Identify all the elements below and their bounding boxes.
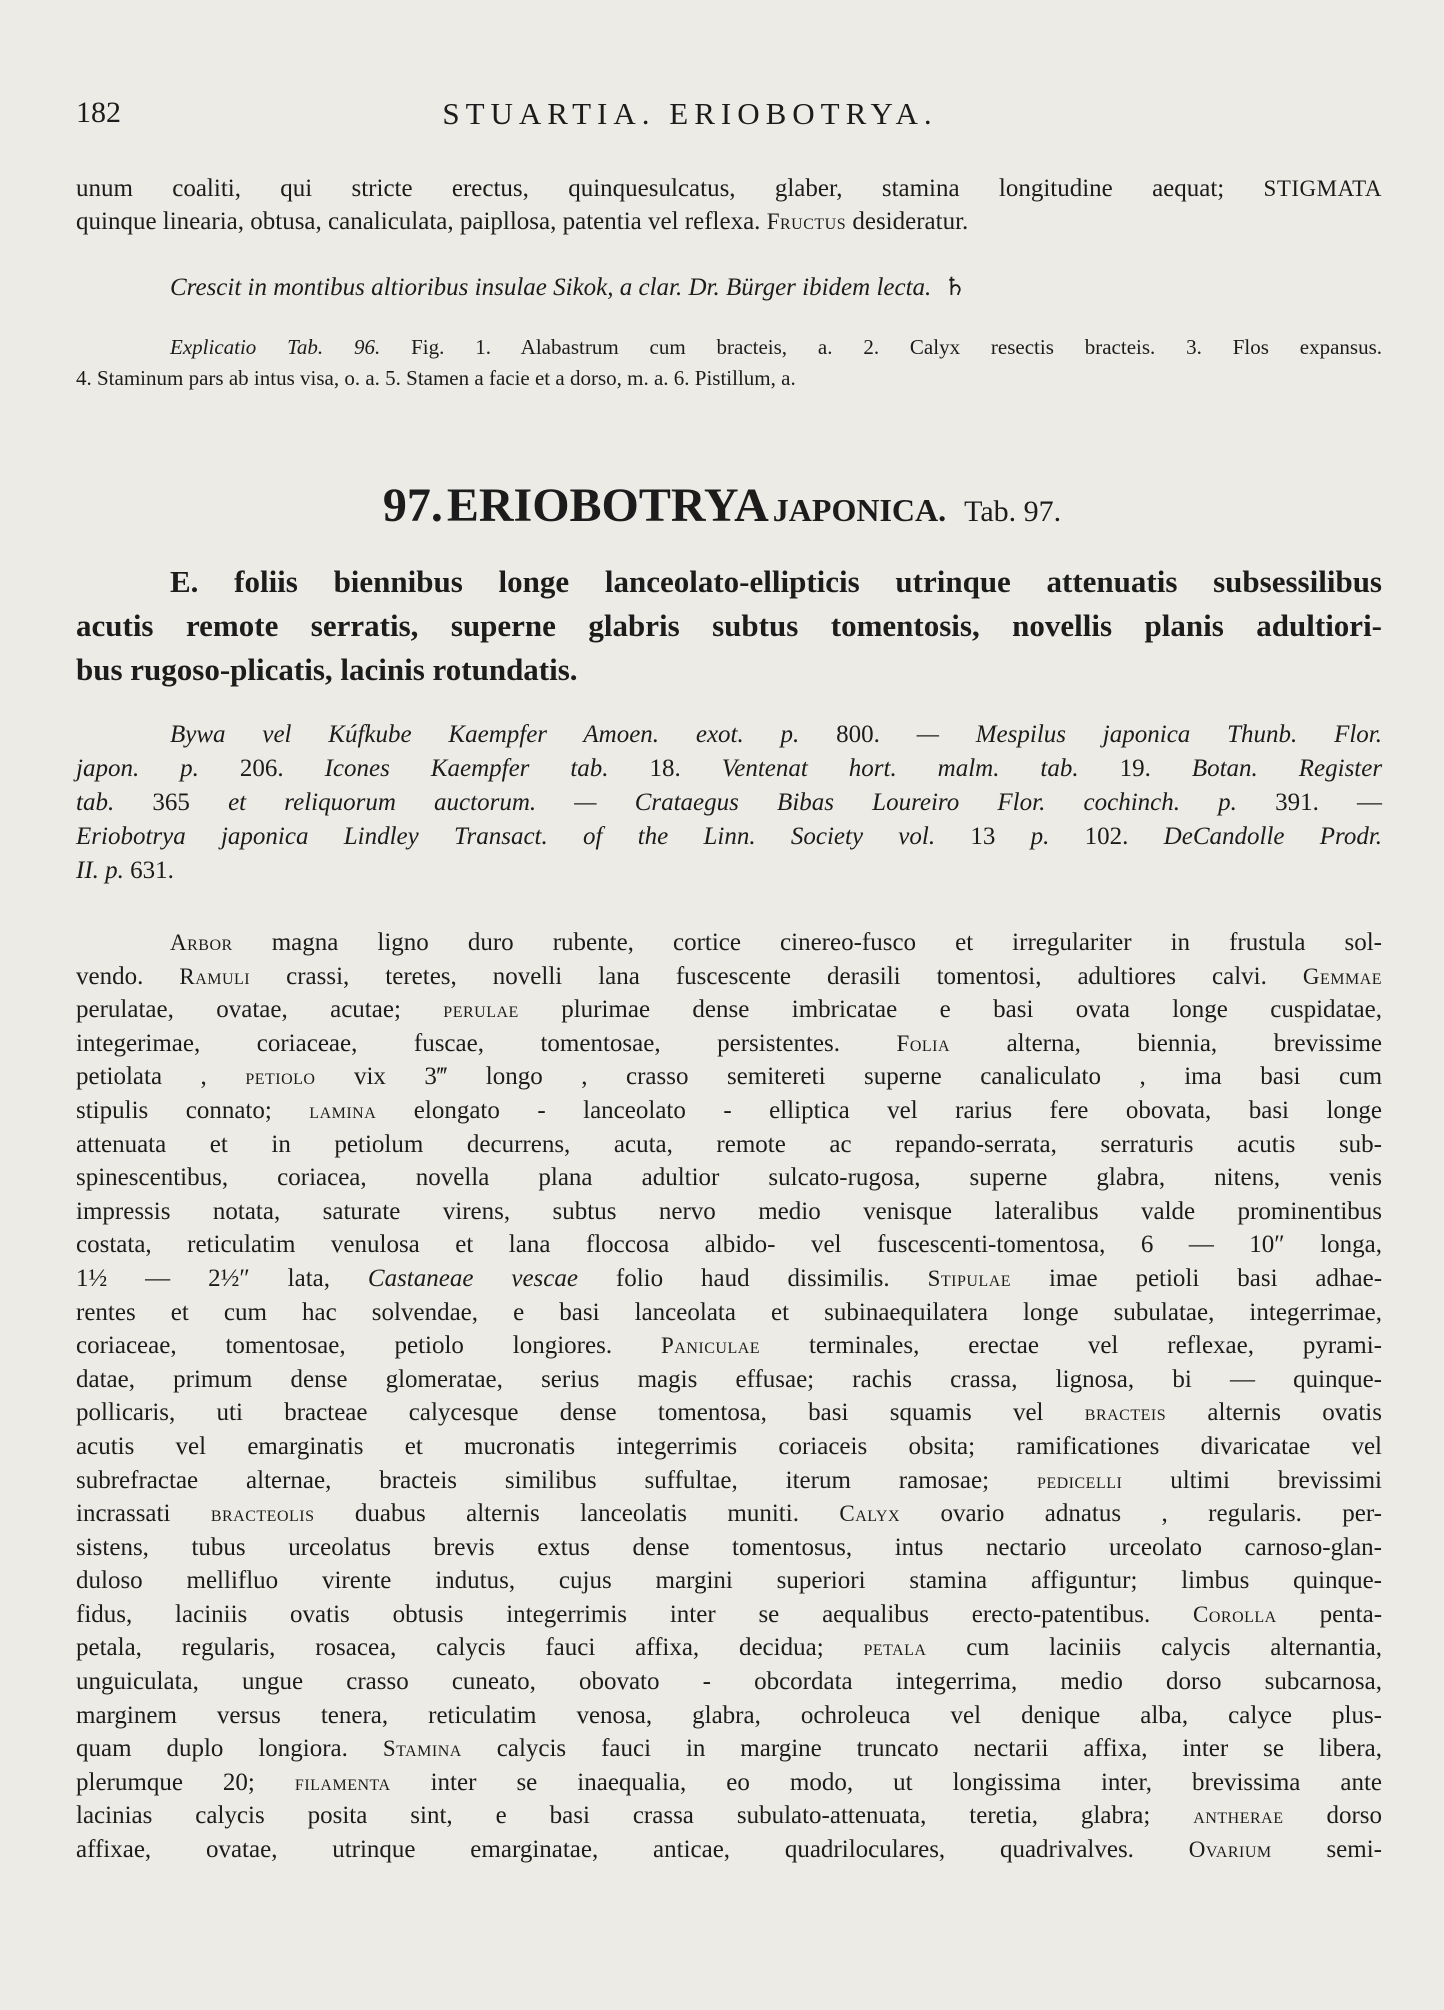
text-line: E. foliis biennibus longe lanceolato-ellipticis utrinque attenuatis subsessilibus [170, 564, 1382, 599]
continued-text [76, 172, 1382, 238]
text-line: duloso mellifluo virente indutus, cujus margini superiori stamina affiguntur; limbus quinque- [76, 1567, 1382, 1595]
text-line: acutis remote serratis, superne glabris subtus tomentosis, novellis planis adultiori- [76, 608, 1382, 643]
text-line: japon. p. 206. Icones Kaempfer tab. 18. Ventenat hort. malm. tab. 19. Botan. Register [76, 755, 1383, 782]
text-line: petiolata , petiolo vix 3‴ longo , crasso semitereti superne canaliculato , ima basi cum [76, 1063, 1383, 1091]
text-line: marginem versus tenera, reticulatim venosa, glabra, ochroleuca vel denique alba, calyce plus- [76, 1701, 1382, 1729]
text-line: rentes et cum hac solvendae, e basi lanceolata et subinaequilatera longe subulatae, integerrimae, [76, 1298, 1382, 1326]
species-name: JAPONICA. [772, 492, 947, 528]
habitat-note: Crescit in montibus altioribus insulae Sikok, a clar. Dr. Bürger ibidem lecta. ♄ [170, 274, 967, 301]
text-line: Eriobotrya japonica Lindley Transact. of the Linn. Society vol. 13 p. 102. DeCandolle Prodr. [76, 823, 1383, 850]
text-line: incrassati bracteolis duabus alternis lanceolatis muniti. Calyx ovario adnatus , regularis. per- [76, 1500, 1383, 1528]
text-line: unguiculata, ungue crasso cuneato, obovato - obcordata integerrima, medio dorso subcarnosa, [76, 1668, 1382, 1696]
text-line: perulatae, ovatae, acutae; perulae plurimae dense imbricatae e basi ovata longe cuspidatae, [76, 996, 1382, 1024]
text-line: pollicaris, uti bracteae calycesque dense tomentosa, basi squamis vel bracteis alternis ovatis [76, 1399, 1382, 1427]
text-line: petala, regularis, rosacea, calycis fauci affixa, decidua; petala cum laciniis calycis alternantia, [76, 1634, 1382, 1662]
synonymy [76, 718, 1382, 888]
text-line: Bywa vel Kúfkube Kaempfer Amoen. exot. p. 800. — Mespilus japonica Thunb. Flor. [170, 721, 1382, 748]
text-line: coriaceae, tomentosae, petiolo longiores. Paniculae terminales, erectae vel reflexae, pyrami- [76, 1332, 1383, 1360]
text-line: Arbor magna ligno duro rubente, cortice cinereo-fusco et irregulariter in frustula sol- [170, 929, 1382, 956]
text-line: lacinias calycis posita sint, e basi crassa subulato-attenuata, teretia, glabra; antherae dorso [76, 1802, 1382, 1830]
page-header [76, 96, 1384, 136]
text-line: unum coaliti, qui stricte erectus, quinquesulcatus, glaber, stamina longitudine aequat; STIGMATA [76, 175, 1382, 202]
text-line: costata, reticulatim venulosa et lana floccosa albido- vel fuscescenti-tomentosa, 6 — 10″ longa, [76, 1231, 1382, 1259]
text-line: datae, primum dense glomeratae, serius magis effusae; rachis crassa, lignosa, bi — quinque- [76, 1365, 1382, 1393]
text-line: affixae, ovatae, utrinque emarginatae, anticae, quadriloculares, quadrivalves. Ovarium semi- [76, 1836, 1382, 1864]
text-line: II. p. 631. [76, 857, 174, 884]
text-line: Explicatio Tab. 96. Fig. 1. Alabastrum cum bracteis, a. 2. Calyx resectis bracteis. 3. Flos expansus. [170, 335, 1383, 359]
text-line: attenuata et in petiolum decurrens, acuta, remote ac repando-serrata, serraturis acutis sub- [76, 1130, 1382, 1158]
text-line: plerumque 20; filamenta inter se inaequalia, eo modo, ut longissima inter, brevissima ante [76, 1768, 1383, 1796]
text-line: quam duplo longiora. Stamina calycis fauci in margine truncato nectarii affixa, inter se libera, [76, 1735, 1383, 1763]
description [76, 926, 1382, 1867]
text-line: spinescentibus, coriacea, novella plana adultior sulcato-rugosa, superne glabra, nitens, venis [76, 1164, 1382, 1192]
plate-reference: Tab. 97. [964, 495, 1062, 528]
text-line: sistens, tubus urceolatus brevis extus dense tomentosus, intus nectario urceolato carnoso-glan- [76, 1533, 1382, 1561]
text-line: acutis vel emarginatis et mucronatis integerrimis coriaceis obsita; ramificationes divaricatae vel [76, 1432, 1382, 1460]
text-line: 1½ — 2½″ lata, Castaneae vescae folio haud dissimilis. Stipulae imae petioli basi adhae- [76, 1264, 1383, 1292]
text-line: integerimae, coriaceae, fuscae, tomentosae, persistentes. Folia alterna, biennia, brevissime [76, 1029, 1383, 1057]
plate-explanation [76, 332, 1382, 394]
text-line: vendo. Ramuli crassi, teretes, novelli lana fuscescente derasili tomentosi, adultiores calvi. Gemmae [76, 962, 1383, 990]
tree-symbol: ♄ [943, 274, 967, 301]
text-line: quinque linearia, obtusa, canaliculata, paipllosa, patentia vel reflexa. Fructus desideratur. [76, 208, 969, 235]
text-line: 4. Staminum pars ab intus visa, o. a. 5. Stamen a facie et a dorso, m. a. 6. Pistillum, a. [76, 366, 796, 390]
genus-name: ERIOBOTRYA [446, 479, 769, 532]
text-line: bus rugoso-plicatis, lacinis rotundatis. [76, 652, 578, 687]
diagnosis [76, 560, 1382, 692]
text-line: tab. 365 et reliquorum auctorum. — Crataegus Bibas Loureiro Flor. cochinch. p. 391. — [76, 789, 1383, 816]
text-line: fidus, laciniis ovatis obtusis integerrimis inter se aequalibus erecto-patentibus. Corolla penta- [76, 1600, 1383, 1628]
text-line: stipulis connato; lamina elongato - lanceolato - elliptica vel rarius fere obovata, basi longe [76, 1096, 1383, 1124]
species-heading [0, 478, 1444, 533]
species-number: 97. [382, 479, 443, 532]
running-title: STUARTIA. ERIOBOTRYA. [442, 96, 938, 131]
text-line: impressis notata, saturate virens, subtus nervo medio venisque lateralibus valde prominentibus [76, 1197, 1382, 1225]
page-number: 182 [76, 96, 121, 129]
text-line: subrefractae alternae, bracteis similibus suffultae, iterum ramosae; pedicelli ultimi brevissimi [76, 1466, 1383, 1494]
